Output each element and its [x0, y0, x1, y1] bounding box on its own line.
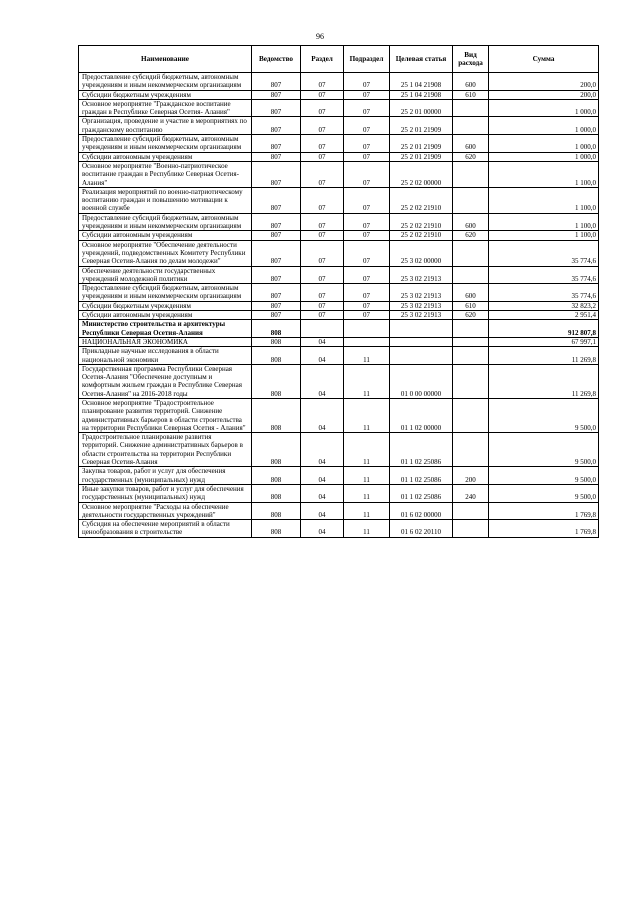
row-name: Предоставление субсидий бюджетным, автономным учреждениям и иным некоммерческим организациям — [79, 213, 252, 231]
row-sum: 9 500,0 — [489, 398, 599, 432]
row-target: 25 2 02 21910 — [390, 213, 453, 231]
row-section: 04 — [301, 502, 344, 520]
row-target: 25 2 01 21909 — [390, 152, 453, 161]
row-dept: 807 — [252, 90, 301, 99]
row-target: 25 3 02 21913 — [390, 301, 453, 310]
row-section: 07 — [301, 266, 344, 284]
row-name: Прикладные научные исследования в области национальной экономики — [79, 347, 252, 365]
row-sum: 1 100,0 — [489, 231, 599, 240]
table-row — [79, 520, 599, 538]
row-name: Субсидия на обеспечение мероприятий в области ценообразования в строительстве — [79, 520, 252, 538]
row-name: Иные закупки товаров, работ и услуг для обеспечения государственных (муниципальных) нужд — [79, 484, 252, 502]
row-dept: 807 — [252, 73, 301, 91]
row-section: 04 — [301, 347, 344, 365]
row-name: Субсидии автономным учреждениям — [79, 152, 252, 161]
row-subsection — [344, 337, 390, 346]
row-target: 25 3 02 21913 — [390, 266, 453, 284]
row-name: Обеспечение деятельности государственных учреждений молодежной политики — [79, 266, 252, 284]
row-exp-type — [453, 266, 489, 284]
row-subsection: 11 — [344, 502, 390, 520]
table-row — [79, 284, 599, 302]
row-section: 07 — [301, 284, 344, 302]
row-dept: 808 — [252, 433, 301, 467]
header-subsection: Подраздел — [344, 46, 390, 73]
row-name: Основное мероприятие "Расходы на обеспечение деятельности государственных учреждений" — [79, 502, 252, 520]
row-dept: 808 — [252, 337, 301, 346]
row-sum: 912 807,8 — [489, 320, 599, 338]
row-section: 04 — [301, 467, 344, 485]
row-sum: 1 769,8 — [489, 502, 599, 520]
row-target: 25 3 02 21913 — [390, 311, 453, 320]
row-subsection: 07 — [344, 284, 390, 302]
row-dept: 807 — [252, 301, 301, 310]
row-section: 04 — [301, 484, 344, 502]
header-sum: Сумма — [489, 46, 599, 73]
table-row — [79, 433, 599, 467]
row-sum: 9 500,0 — [489, 484, 599, 502]
table-row — [79, 117, 599, 135]
table-row — [79, 73, 599, 91]
row-name: Субсидии бюджетным учреждениям — [79, 90, 252, 99]
row-target: 01 1 02 25086 — [390, 484, 453, 502]
row-dept: 807 — [252, 99, 301, 117]
row-exp-type: 610 — [453, 90, 489, 99]
row-subsection: 07 — [344, 266, 390, 284]
row-section: 07 — [301, 187, 344, 213]
row-exp-type — [453, 502, 489, 520]
row-target: 25 2 02 21910 — [390, 187, 453, 213]
row-target: 25 3 02 21913 — [390, 284, 453, 302]
row-sum: 1 100,0 — [489, 213, 599, 231]
row-sum: 1 000,0 — [489, 152, 599, 161]
row-subsection: 11 — [344, 398, 390, 432]
row-sum: 200,0 — [489, 73, 599, 91]
row-dept: 807 — [252, 311, 301, 320]
row-name: Субсидии автономным учреждениям — [79, 311, 252, 320]
row-sum: 1 769,8 — [489, 520, 599, 538]
row-target: 01 1 02 00000 — [390, 398, 453, 432]
row-target: 25 2 02 21910 — [390, 231, 453, 240]
row-dept: 807 — [252, 135, 301, 153]
row-subsection: 11 — [344, 364, 390, 398]
row-sum: 11 269,8 — [489, 347, 599, 365]
row-dept: 807 — [252, 284, 301, 302]
row-target: 25 2 01 21909 — [390, 117, 453, 135]
row-subsection: 07 — [344, 99, 390, 117]
row-section: 07 — [301, 213, 344, 231]
row-exp-type — [453, 433, 489, 467]
row-exp-type: 620 — [453, 311, 489, 320]
row-target — [390, 347, 453, 365]
row-target: 01 1 02 25086 — [390, 467, 453, 485]
row-dept: 808 — [252, 320, 301, 338]
row-sum: 200,0 — [489, 90, 599, 99]
row-sum: 9 500,0 — [489, 433, 599, 467]
row-subsection: 07 — [344, 152, 390, 161]
table-row — [79, 502, 599, 520]
row-subsection: 07 — [344, 301, 390, 310]
row-exp-type: 620 — [453, 231, 489, 240]
row-sum: 11 269,8 — [489, 364, 599, 398]
row-section: 07 — [301, 152, 344, 161]
row-dept: 808 — [252, 502, 301, 520]
row-name: Министерство строительства и архитектуры Республики Северная Осетия-Алания — [79, 320, 252, 338]
row-subsection: 07 — [344, 117, 390, 135]
row-subsection: 07 — [344, 90, 390, 99]
row-target: 01 0 00 00000 — [390, 364, 453, 398]
row-name: Субсидии автономным учреждениям — [79, 231, 252, 240]
row-exp-type — [453, 337, 489, 346]
row-target: 01 6 02 20110 — [390, 520, 453, 538]
row-subsection: 07 — [344, 231, 390, 240]
row-dept: 807 — [252, 266, 301, 284]
row-subsection: 07 — [344, 311, 390, 320]
row-dept: 808 — [252, 364, 301, 398]
page-number: 96 — [316, 32, 324, 41]
row-subsection: 11 — [344, 520, 390, 538]
table-body — [79, 73, 599, 538]
table-row — [79, 320, 599, 338]
row-dept: 807 — [252, 213, 301, 231]
row-subsection: 11 — [344, 347, 390, 365]
row-target: 25 2 01 21909 — [390, 135, 453, 153]
row-section: 07 — [301, 311, 344, 320]
row-section: 07 — [301, 73, 344, 91]
row-name: Основное мероприятие "Градостроительное планирование развития территорий. Снижение административных барьеров в области строительства на территории Республики Северная Осетия - Алания" — [79, 398, 252, 432]
row-target: 25 1 04 21908 — [390, 73, 453, 91]
row-name: Организация, проведение и участие в мероприятиях по гражданскому воспитанию — [79, 117, 252, 135]
row-name: Основное мероприятие "Обеспечение деятельности учреждений, подведомственных Комитету Республики Северная Осетия-Алания по делам молодежи" — [79, 240, 252, 266]
table-row — [79, 231, 599, 240]
budget-table — [78, 45, 599, 538]
row-sum: 35 774,6 — [489, 240, 599, 266]
header-name: Наименование — [79, 46, 252, 73]
row-subsection: 07 — [344, 161, 390, 187]
table-row — [79, 161, 599, 187]
row-section: 07 — [301, 231, 344, 240]
row-section: 04 — [301, 364, 344, 398]
row-dept: 808 — [252, 398, 301, 432]
row-section: 07 — [301, 117, 344, 135]
row-sum: 1 000,0 — [489, 135, 599, 153]
row-target: 25 2 01 00000 — [390, 99, 453, 117]
row-subsection: 07 — [344, 73, 390, 91]
row-sum: 35 774,6 — [489, 266, 599, 284]
row-target: 01 1 02 25086 — [390, 433, 453, 467]
row-exp-type — [453, 320, 489, 338]
row-subsection: 07 — [344, 187, 390, 213]
row-exp-type — [453, 398, 489, 432]
row-target: 01 6 02 00000 — [390, 502, 453, 520]
row-dept: 807 — [252, 231, 301, 240]
table-row — [79, 187, 599, 213]
table-row — [79, 99, 599, 117]
row-section: 04 — [301, 433, 344, 467]
row-exp-type — [453, 347, 489, 365]
header-target: Целевая статья — [390, 46, 453, 73]
row-dept: 807 — [252, 161, 301, 187]
row-name: Градостроительное планирование развития территорий. Снижение административных барьеров в области строительства на территории Республики Северная Осетия-Алания — [79, 433, 252, 467]
table-header-row — [79, 46, 599, 73]
row-exp-type: 240 — [453, 484, 489, 502]
row-section: 07 — [301, 240, 344, 266]
row-exp-type: 200 — [453, 467, 489, 485]
table-row — [79, 337, 599, 346]
row-name: Закупка товаров, работ и услуг для обеспечения государственных (муниципальных) нужд — [79, 467, 252, 485]
row-subsection — [344, 320, 390, 338]
row-name: Государственная программа Республики Северная Осетия-Алания "Обеспечение доступным и комфортным жильем граждан в Республике Северная Осетия-Алания" на 2016-2018 годы — [79, 364, 252, 398]
table-row — [79, 311, 599, 320]
header-exp-type: Вид расхода — [453, 46, 489, 73]
row-sum: 9 500,0 — [489, 467, 599, 485]
row-exp-type — [453, 364, 489, 398]
row-dept: 807 — [252, 187, 301, 213]
row-subsection: 11 — [344, 433, 390, 467]
row-section: 07 — [301, 161, 344, 187]
row-dept: 808 — [252, 347, 301, 365]
row-exp-type — [453, 520, 489, 538]
row-exp-type — [453, 161, 489, 187]
row-target — [390, 320, 453, 338]
row-name: Предоставление субсидий бюджетным, автономным учреждениям и иным некоммерческим организациям — [79, 135, 252, 153]
table-row — [79, 301, 599, 310]
row-dept: 807 — [252, 117, 301, 135]
row-name: Предоставление субсидий бюджетным, автономным учреждениям и иным некоммерческим организациям — [79, 284, 252, 302]
row-exp-type: 620 — [453, 152, 489, 161]
row-exp-type — [453, 117, 489, 135]
table-row — [79, 364, 599, 398]
row-name: Реализация мероприятий по военно-патриотическому воспитанию граждан и повышению мотивации к военной службе — [79, 187, 252, 213]
table-row — [79, 213, 599, 231]
row-section: 04 — [301, 520, 344, 538]
table-row — [79, 347, 599, 365]
row-exp-type: 600 — [453, 284, 489, 302]
row-name: Основное мероприятие "Военно-патриотическое воспитание граждан в Республике Северная Осетия- Алания" — [79, 161, 252, 187]
table-row — [79, 135, 599, 153]
row-sum: 1 000,0 — [489, 99, 599, 117]
table-row — [79, 90, 599, 99]
table-row — [79, 484, 599, 502]
row-section: 07 — [301, 99, 344, 117]
row-name: НАЦИОНАЛЬНАЯ ЭКОНОМИКА — [79, 337, 252, 346]
row-name: Предоставление субсидий бюджетным, автономным учреждениям и иным некоммерческим организациям — [79, 73, 252, 91]
table-row — [79, 266, 599, 284]
row-target: 25 2 02 00000 — [390, 161, 453, 187]
row-section: 07 — [301, 301, 344, 310]
row-sum: 1 100,0 — [489, 161, 599, 187]
row-section: 07 — [301, 90, 344, 99]
row-exp-type — [453, 99, 489, 117]
row-exp-type: 600 — [453, 213, 489, 231]
row-subsection: 11 — [344, 467, 390, 485]
row-subsection: 07 — [344, 213, 390, 231]
table-row — [79, 398, 599, 432]
row-exp-type: 600 — [453, 73, 489, 91]
row-sum: 1 000,0 — [489, 117, 599, 135]
row-exp-type — [453, 187, 489, 213]
row-subsection: 07 — [344, 135, 390, 153]
row-name: Основное мероприятие "Гражданское воспитание граждан в Республике Северная Осетия- Алания" — [79, 99, 252, 117]
row-dept: 808 — [252, 484, 301, 502]
row-sum: 1 100,0 — [489, 187, 599, 213]
table-row — [79, 467, 599, 485]
row-dept: 807 — [252, 240, 301, 266]
row-sum: 35 774,6 — [489, 284, 599, 302]
row-section: 04 — [301, 398, 344, 432]
row-target: 25 3 02 00000 — [390, 240, 453, 266]
row-subsection: 11 — [344, 484, 390, 502]
row-dept: 808 — [252, 520, 301, 538]
row-name: Субсидии бюджетным учреждениям — [79, 301, 252, 310]
header-dept: Ведомство — [252, 46, 301, 73]
row-dept: 808 — [252, 467, 301, 485]
row-exp-type: 600 — [453, 135, 489, 153]
row-dept: 807 — [252, 152, 301, 161]
row-target — [390, 337, 453, 346]
row-exp-type: 610 — [453, 301, 489, 310]
row-section: 07 — [301, 135, 344, 153]
table-row — [79, 152, 599, 161]
row-section: 04 — [301, 337, 344, 346]
row-exp-type — [453, 240, 489, 266]
row-subsection: 07 — [344, 240, 390, 266]
row-sum: 2 951,4 — [489, 311, 599, 320]
row-target: 25 1 04 21908 — [390, 90, 453, 99]
table-row — [79, 240, 599, 266]
row-section — [301, 320, 344, 338]
row-sum: 67 997,1 — [489, 337, 599, 346]
row-sum: 32 823,2 — [489, 301, 599, 310]
header-section: Раздел — [301, 46, 344, 73]
